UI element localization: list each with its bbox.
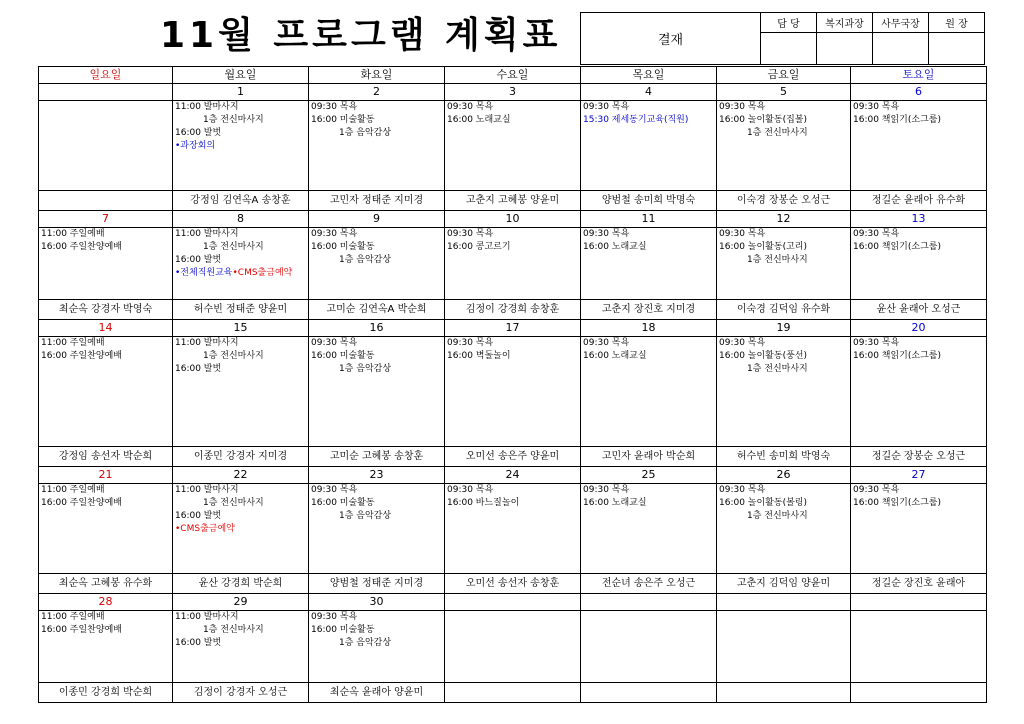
day-programs [39,484,173,574]
program-line [719,337,848,350]
staff-names: 최순옥 고혜봉 유수화 [39,574,173,594]
program-text: 1층 음악감상 [339,255,392,265]
day-programs [445,484,581,574]
program-line [175,254,306,267]
program-text: 09:30 목욕 [311,485,358,495]
program-line [41,624,170,637]
date-number: 7 [39,211,173,228]
staff-row [39,300,987,320]
date-number: 15 [173,320,309,337]
staff-names: 이숙경 김덕임 유수화 [717,300,851,320]
program-text: 16:00 놀이활동(풍선) [719,351,807,361]
day-programs [445,611,581,683]
program-line [311,611,442,624]
date-row [39,320,987,337]
staff-names: 최순옥 강경자 박영숙 [39,300,173,320]
program-line [719,228,848,241]
program-text: 11:00 주일예배 [41,485,105,495]
weekday-header-row [39,67,987,84]
program-text: 16:00 주일찬양예배 [41,625,122,635]
program-line [719,363,848,376]
day-programs [851,337,987,447]
program-line [175,114,306,127]
staff-names: 고춘지 고혜봉 양윤미 [445,191,581,211]
program-line [175,624,306,637]
signature-box [873,33,929,65]
program-line [175,350,306,363]
program-text: 16:00 바느질놀이 [447,498,520,508]
staff-names: 고민자 윤래아 박순희 [581,447,717,467]
program-line [719,484,848,497]
signature-box [929,33,985,65]
weekday-header: 토요일 [851,67,987,84]
program-line [583,337,714,350]
staff-names [581,683,717,703]
staff-names: 김정이 강경희 송창훈 [445,300,581,320]
program-text: 09:30 목욕 [853,102,900,112]
staff-names: 윤산 윤래아 오성근 [851,300,987,320]
staff-names: 정길순 장진호 윤래아 [851,574,987,594]
program-line [447,241,578,254]
day-programs [581,484,717,574]
date-number [39,84,173,101]
date-number: 5 [717,84,851,101]
program-text: 16:00 미술활동 [311,115,375,125]
staff-names: 이종민 강경자 지미경 [173,447,309,467]
program-text: 1층 전신마사지 [203,625,264,635]
program-line [583,101,714,114]
page-title: 11월 프로그램 계획표 [160,15,562,56]
date-number: 13 [851,211,987,228]
staff-names: 고춘지 김덕임 양윤미 [717,574,851,594]
program-line [853,101,984,114]
program-text: 09:30 목욕 [583,229,630,239]
program-text: 16:00 미술활동 [311,498,375,508]
date-number: 2 [309,84,445,101]
program-text: 1층 음악감상 [339,638,392,648]
staff-names: 전순녀 송은주 오성근 [581,574,717,594]
program-text: 09:30 목욕 [447,102,494,112]
program-line [311,510,442,523]
program-row [39,484,987,574]
date-number: 3 [445,84,581,101]
date-number: 20 [851,320,987,337]
program-text: 09:30 목욕 [719,338,766,348]
program-text: 1층 전신마사지 [203,242,264,252]
day-programs [309,228,445,300]
program-text: •CMS출금예약 [175,524,235,534]
program-text: 16:00 책읽기(소그룹) [853,242,941,252]
program-text: 11:00 발마사지 [175,612,239,622]
approval-label: 결재 [581,13,761,65]
date-number [581,594,717,611]
signature-box [817,33,873,65]
staff-names: 고춘지 장진호 지미경 [581,300,717,320]
program-line [175,101,306,114]
day-programs [445,228,581,300]
program-text: 16:00 미술활동 [311,351,375,361]
program-text: 16:00 발벗 [175,128,222,138]
date-number: 28 [39,594,173,611]
day-programs [39,228,173,300]
program-line [41,611,170,624]
staff-names: 최순옥 윤래아 양윤미 [309,683,445,703]
program-line [583,350,714,363]
program-text: 11:00 발마사지 [175,485,239,495]
program-line [175,611,306,624]
day-programs [173,611,309,683]
date-number: 23 [309,467,445,484]
date-number: 12 [717,211,851,228]
program-line [311,497,442,510]
date-number: 8 [173,211,309,228]
program-text: 09:30 목욕 [719,485,766,495]
program-line [175,228,306,241]
program-text: 16:00 벽돌놀이 [447,351,511,361]
date-number: 21 [39,467,173,484]
weekday-header: 수요일 [445,67,581,84]
program-row [39,337,987,447]
program-line [583,484,714,497]
program-line [853,241,984,254]
program-line [175,497,306,510]
day-programs [309,484,445,574]
program-line [447,350,578,363]
program-text: 09:30 목욕 [447,338,494,348]
program-line [175,241,306,254]
staff-names [445,683,581,703]
staff-names: 강정임 김연옥A 송창훈 [173,191,309,211]
program-line [447,101,578,114]
program-text: 1층 전신마사지 [747,364,808,374]
program-line [175,363,306,376]
program-line [311,254,442,267]
program-text: 1층 음악감상 [339,128,392,138]
day-programs [581,611,717,683]
program-text: 16:00 미술활동 [311,625,375,635]
staff-names: 강정임 송선자 박순희 [39,447,173,467]
program-line [719,127,848,140]
program-line [853,350,984,363]
date-number: 26 [717,467,851,484]
staff-names: 정길순 윤래아 유수화 [851,191,987,211]
program-text: 16:00 주일찬양예배 [41,242,122,252]
staff-row [39,574,987,594]
day-programs [39,337,173,447]
day-programs [445,101,581,191]
day-programs [717,337,851,447]
program-text: 09:30 목욕 [583,102,630,112]
date-row [39,594,987,611]
program-text: 11:00 발마사지 [175,229,239,239]
program-text: 1층 음악감상 [339,364,392,374]
program-text: 16:00 주일찬양예배 [41,351,122,361]
program-note: •CMS출금예약 [232,268,293,278]
day-programs [173,101,309,191]
program-line [175,337,306,350]
staff-names: 양범철 정태준 지미경 [309,574,445,594]
program-text: 16:00 노래교실 [583,351,647,361]
program-line [311,114,442,127]
approval-role: 복지과장 [817,13,873,33]
weekday-header: 월요일 [173,67,309,84]
program-text: 16:00 놀이활동(집볼) [719,115,807,125]
program-line [311,350,442,363]
date-number: 19 [717,320,851,337]
program-line [41,228,170,241]
program-text: 09:30 목욕 [719,229,766,239]
program-line [175,140,306,153]
program-text: 09:30 목욕 [447,485,494,495]
program-text: 1층 전신마사지 [747,255,808,265]
program-text: 09:30 목욕 [853,485,900,495]
day-programs [717,101,851,191]
day-programs [445,337,581,447]
approval-role: 사무국장 [873,13,929,33]
program-text: 1층 음악감상 [339,511,392,521]
approval-role: 원 장 [929,13,985,33]
program-line [583,114,714,127]
day-programs [851,228,987,300]
weekday-header: 화요일 [309,67,445,84]
approval-box [580,12,985,65]
date-number: 17 [445,320,581,337]
program-text: 09:30 목욕 [447,229,494,239]
weekday-header: 목요일 [581,67,717,84]
staff-names: 이종민 강경희 박순희 [39,683,173,703]
program-line [311,484,442,497]
day-programs [581,101,717,191]
program-text: 09:30 목욕 [853,338,900,348]
program-text: 11:00 주일예배 [41,612,105,622]
staff-names [851,683,987,703]
program-line [583,228,714,241]
approval-role: 담 당 [761,13,817,33]
date-number: 11 [581,211,717,228]
program-text: 16:00 놀이활동(고리) [719,242,807,252]
staff-names: 고미순 김연옥A 박순희 [309,300,445,320]
program-line [41,497,170,510]
date-number: 27 [851,467,987,484]
calendar-table [38,66,987,703]
program-text: 16:00 발벗 [175,638,222,648]
staff-row [39,683,987,703]
program-text: 09:30 목욕 [583,485,630,495]
date-row [39,211,987,228]
day-programs [309,611,445,683]
program-text: •과장회의 [175,141,216,151]
program-line [175,127,306,140]
staff-row [39,191,987,211]
program-text: 11:00 발마사지 [175,338,239,348]
staff-names: 오미선 송은주 양윤미 [445,447,581,467]
day-programs [173,337,309,447]
program-line [719,114,848,127]
program-line [311,228,442,241]
program-line [311,363,442,376]
day-programs [717,611,851,683]
program-line [853,228,984,241]
date-number: 4 [581,84,717,101]
day-programs [581,228,717,300]
program-text: 16:00 책읽기(소그룹) [853,115,941,125]
staff-names: 허수빈 송미희 박영숙 [717,447,851,467]
program-text: 16:00 발벗 [175,511,222,521]
program-text: 1층 전신마사지 [203,351,264,361]
program-text: 09:30 목욕 [583,338,630,348]
date-number: 18 [581,320,717,337]
program-text: 09:30 목욕 [853,229,900,239]
date-number: 16 [309,320,445,337]
staff-names [39,191,173,211]
program-text: 16:00 주일찬양예배 [41,498,122,508]
day-programs [581,337,717,447]
date-number: 22 [173,467,309,484]
program-text: 16:00 놀이활동(볼링) [719,498,807,508]
date-number: 29 [173,594,309,611]
program-text: 16:00 발벗 [175,364,222,374]
staff-names: 김정이 강경자 오성근 [173,683,309,703]
signature-box [761,33,817,65]
date-number [445,594,581,611]
date-number: 6 [851,84,987,101]
day-programs [173,228,309,300]
program-line [853,497,984,510]
program-line [447,497,578,510]
program-text: 09:30 목욕 [719,102,766,112]
program-row [39,611,987,683]
program-text: 09:30 목욕 [311,338,358,348]
program-line [175,523,306,536]
staff-names: 허수빈 정태준 양윤미 [173,300,309,320]
day-programs [717,484,851,574]
program-text: 09:30 목욕 [311,102,358,112]
program-line [447,114,578,127]
program-text: 16:00 책읽기(소그룹) [853,351,941,361]
program-line [719,497,848,510]
program-text: 09:30 목욕 [311,229,358,239]
date-number: 14 [39,320,173,337]
program-line [311,127,442,140]
program-line [311,337,442,350]
program-line [853,337,984,350]
program-text: 1층 전신마사지 [203,115,264,125]
program-row [39,228,987,300]
day-programs [717,228,851,300]
program-line [719,510,848,523]
program-line [41,337,170,350]
day-programs [309,337,445,447]
date-number: 25 [581,467,717,484]
program-line [311,241,442,254]
program-line [583,241,714,254]
program-text: 16:00 미술활동 [311,242,375,252]
day-programs [39,101,173,191]
program-line [311,637,442,650]
program-text: 16:00 노래교실 [447,115,511,125]
program-line [853,484,984,497]
date-number [717,594,851,611]
day-programs [851,101,987,191]
program-text: 1층 전신마사지 [203,498,264,508]
program-line [175,637,306,650]
program-text: 09:30 목욕 [311,612,358,622]
weekday-header: 금요일 [717,67,851,84]
staff-row [39,447,987,467]
program-line [175,510,306,523]
staff-names: 오미선 송선자 송창훈 [445,574,581,594]
day-programs [173,484,309,574]
day-programs [309,101,445,191]
staff-names [717,683,851,703]
staff-names: 양범철 송미희 박명숙 [581,191,717,211]
program-text: 15:30 제세동기교육(직원) [583,115,689,125]
program-line [447,337,578,350]
program-text: 16:00 발벗 [175,255,222,265]
program-row [39,101,987,191]
date-number: 24 [445,467,581,484]
staff-names: 이숙경 장봉순 오성근 [717,191,851,211]
program-text: 16:00 노래교실 [583,242,647,252]
program-text: •전체직원교육 [175,268,233,278]
program-text: 11:00 발마사지 [175,102,239,112]
program-line [41,350,170,363]
program-text: 1층 전신마사지 [747,511,808,521]
program-line [583,497,714,510]
date-number: 10 [445,211,581,228]
date-number [851,594,987,611]
date-number: 1 [173,84,309,101]
program-line [175,484,306,497]
program-line [853,114,984,127]
staff-names: 고미순 고혜봉 송창훈 [309,447,445,467]
program-text: 11:00 주일예배 [41,229,105,239]
program-line [41,484,170,497]
program-text: 16:00 콩고르기 [447,242,511,252]
program-line [311,624,442,637]
program-line [719,101,848,114]
program-line [719,350,848,363]
program-text: 16:00 노래교실 [583,498,647,508]
program-line [311,101,442,114]
day-programs [851,484,987,574]
date-row [39,467,987,484]
day-programs [39,611,173,683]
staff-names: 고민자 정태준 지미경 [309,191,445,211]
program-line [447,484,578,497]
program-text: 1층 전신마사지 [747,128,808,138]
program-line [719,254,848,267]
program-line [447,228,578,241]
program-line [175,267,306,280]
day-programs [851,611,987,683]
date-number: 30 [309,594,445,611]
date-number: 9 [309,211,445,228]
program-text: 11:00 주일예배 [41,338,105,348]
program-line [719,241,848,254]
weekday-header: 일요일 [39,67,173,84]
staff-names: 정길순 장봉순 오성근 [851,447,987,467]
program-text: 16:00 책읽기(소그룹) [853,498,941,508]
staff-names: 윤산 강경희 박순희 [173,574,309,594]
date-row [39,84,987,101]
program-line [41,241,170,254]
